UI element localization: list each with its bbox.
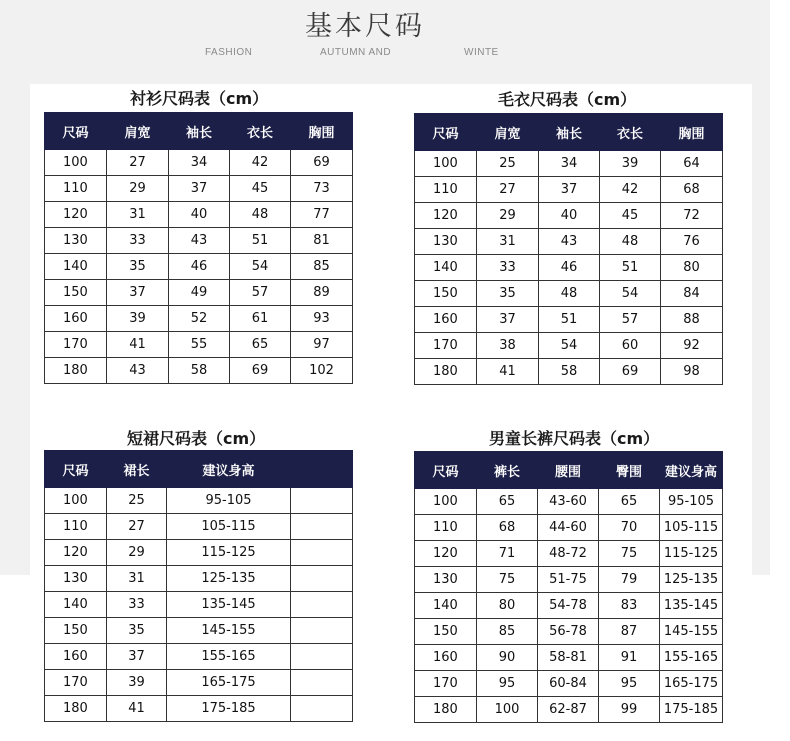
table-cell: 48 xyxy=(600,229,661,255)
table-cell: 80 xyxy=(661,255,723,281)
table-cell: 29 xyxy=(477,203,539,229)
column-header: 衣长 xyxy=(600,114,661,151)
table-row xyxy=(415,255,723,281)
table-row xyxy=(45,540,353,566)
table-cell: 100 xyxy=(415,151,477,177)
table-cell: 160 xyxy=(415,645,477,671)
table-cell: 130 xyxy=(45,566,107,592)
table-cell: 150 xyxy=(45,618,107,644)
table-cell: 33 xyxy=(477,255,539,281)
table-cell: 180 xyxy=(45,358,107,384)
table-cell: 105-115 xyxy=(167,514,291,540)
table-cell: 51-75 xyxy=(538,567,599,593)
table-cell: 62-87 xyxy=(538,697,599,723)
table-cell: 100 xyxy=(45,150,107,176)
table-row xyxy=(45,280,353,306)
column-header: 裙长 xyxy=(107,451,167,488)
table-cell: 61 xyxy=(230,306,291,332)
table-cell: 40 xyxy=(539,203,600,229)
table-cell: 37 xyxy=(539,177,600,203)
table-cell: 125-135 xyxy=(167,566,291,592)
sweater-table-title: 毛衣尺码表（cm） xyxy=(498,90,637,109)
table-cell: 58-81 xyxy=(538,645,599,671)
table-cell: 35 xyxy=(107,618,167,644)
skirt-table-title: 短裙尺码表（cm） xyxy=(127,429,266,448)
table-cell xyxy=(291,670,353,696)
table-cell: 93 xyxy=(291,306,353,332)
table-cell xyxy=(291,488,353,514)
table-cell: 140 xyxy=(45,254,107,280)
header-row xyxy=(415,452,723,489)
column-header: 腰围 xyxy=(538,452,599,489)
table-row xyxy=(45,202,353,228)
table-cell: 39 xyxy=(107,670,167,696)
table-cell: 33 xyxy=(107,592,167,618)
subtitle-fashion: FASHION xyxy=(205,47,253,58)
table-cell: 39 xyxy=(107,306,169,332)
table-cell: 69 xyxy=(600,359,661,385)
column-header: 袖长 xyxy=(539,114,600,151)
table-cell: 64 xyxy=(661,151,723,177)
shirt-size-table xyxy=(44,112,353,384)
column-header: 胸围 xyxy=(661,114,723,151)
table-cell: 57 xyxy=(600,307,661,333)
table-cell: 75 xyxy=(477,567,538,593)
table-cell: 180 xyxy=(415,359,477,385)
header-row xyxy=(45,113,353,150)
table-cell: 31 xyxy=(107,566,167,592)
table-row xyxy=(45,306,353,332)
table-cell: 48 xyxy=(230,202,291,228)
subtitle-autumn: AUTUMN AND xyxy=(320,47,392,58)
table-cell: 79 xyxy=(599,567,660,593)
table-cell: 29 xyxy=(107,176,169,202)
table-cell: 46 xyxy=(539,255,600,281)
table-cell: 140 xyxy=(45,592,107,618)
table-cell: 160 xyxy=(45,306,107,332)
table-cell: 155-165 xyxy=(167,644,291,670)
table-cell: 48 xyxy=(539,281,600,307)
table-cell: 87 xyxy=(599,619,660,645)
table-row xyxy=(415,151,723,177)
table-cell: 42 xyxy=(600,177,661,203)
table-cell: 120 xyxy=(45,540,107,566)
table-cell: 34 xyxy=(169,150,230,176)
table-cell: 170 xyxy=(45,332,107,358)
table-cell: 42 xyxy=(230,150,291,176)
table-cell: 110 xyxy=(45,176,107,202)
table-cell: 31 xyxy=(477,229,539,255)
table-row xyxy=(45,150,353,176)
table-cell: 43 xyxy=(539,229,600,255)
table-cell: 69 xyxy=(291,150,353,176)
table-row xyxy=(415,229,723,255)
table-cell: 41 xyxy=(477,359,539,385)
table-cell: 92 xyxy=(661,333,723,359)
table-row xyxy=(415,177,723,203)
table-row xyxy=(415,281,723,307)
table-cell: 115-125 xyxy=(167,540,291,566)
column-header xyxy=(291,451,353,488)
table-cell: 31 xyxy=(107,202,169,228)
table-cell: 100 xyxy=(45,488,107,514)
table-row xyxy=(45,488,353,514)
table-row xyxy=(415,645,723,671)
table-cell: 84 xyxy=(661,281,723,307)
column-header: 衣长 xyxy=(230,113,291,150)
table-cell: 41 xyxy=(107,332,169,358)
table-cell: 56-78 xyxy=(538,619,599,645)
table-cell: 45 xyxy=(600,203,661,229)
table-cell: 77 xyxy=(291,202,353,228)
table-row xyxy=(45,332,353,358)
table-cell xyxy=(291,696,353,722)
table-row xyxy=(45,592,353,618)
table-cell: 150 xyxy=(415,619,477,645)
table-cell: 39 xyxy=(600,151,661,177)
table-cell: 73 xyxy=(291,176,353,202)
table-cell: 120 xyxy=(415,541,477,567)
table-row xyxy=(45,566,353,592)
table-cell: 72 xyxy=(661,203,723,229)
sweater-size-table xyxy=(414,113,723,385)
table-cell: 75 xyxy=(599,541,660,567)
table-row xyxy=(45,228,353,254)
table-row xyxy=(415,619,723,645)
table-cell: 80 xyxy=(477,593,538,619)
column-header: 胸围 xyxy=(291,113,353,150)
table-cell: 51 xyxy=(230,228,291,254)
table-cell: 69 xyxy=(230,358,291,384)
table-row xyxy=(45,618,353,644)
table-cell: 110 xyxy=(415,515,477,541)
table-cell: 44-60 xyxy=(538,515,599,541)
column-header: 肩宽 xyxy=(107,113,169,150)
table-cell: 165-175 xyxy=(167,670,291,696)
table-cell: 37 xyxy=(107,644,167,670)
table-cell: 140 xyxy=(415,593,477,619)
table-cell: 68 xyxy=(661,177,723,203)
table-cell: 83 xyxy=(599,593,660,619)
table-row xyxy=(415,359,723,385)
table-row xyxy=(415,333,723,359)
table-cell: 105-115 xyxy=(660,515,723,541)
column-header: 尺码 xyxy=(415,114,477,151)
column-header: 尺码 xyxy=(45,451,107,488)
table-row xyxy=(415,203,723,229)
table-row xyxy=(45,176,353,202)
table-cell: 100 xyxy=(477,697,538,723)
table-cell: 57 xyxy=(230,280,291,306)
table-cell: 145-155 xyxy=(660,619,723,645)
header-row xyxy=(45,451,353,488)
table-cell: 130 xyxy=(45,228,107,254)
table-row xyxy=(45,358,353,384)
table-cell: 145-155 xyxy=(167,618,291,644)
column-header: 建议身高 xyxy=(167,451,291,488)
table-cell: 54 xyxy=(230,254,291,280)
table-row xyxy=(45,514,353,540)
table-cell: 95-105 xyxy=(660,489,723,515)
table-cell: 60-84 xyxy=(538,671,599,697)
table-cell: 27 xyxy=(477,177,539,203)
table-cell: 70 xyxy=(599,515,660,541)
table-cell: 110 xyxy=(415,177,477,203)
column-header: 裤长 xyxy=(477,452,538,489)
table-cell: 37 xyxy=(477,307,539,333)
table-row xyxy=(415,541,723,567)
table-cell: 85 xyxy=(477,619,538,645)
table-cell: 49 xyxy=(169,280,230,306)
table-cell: 110 xyxy=(45,514,107,540)
shirt-table-title: 衬衫尺码表（cm） xyxy=(130,89,269,108)
table-cell: 155-165 xyxy=(660,645,723,671)
table-cell: 58 xyxy=(169,358,230,384)
table-cell: 33 xyxy=(107,228,169,254)
table-cell: 43 xyxy=(107,358,169,384)
table-cell: 100 xyxy=(415,489,477,515)
column-header: 尺码 xyxy=(415,452,477,489)
table-cell: 45 xyxy=(230,176,291,202)
table-cell: 55 xyxy=(169,332,230,358)
table-cell: 180 xyxy=(45,696,107,722)
table-cell: 71 xyxy=(477,541,538,567)
table-row xyxy=(415,697,723,723)
table-cell: 98 xyxy=(661,359,723,385)
table-cell: 37 xyxy=(107,280,169,306)
table-cell: 95-105 xyxy=(167,488,291,514)
table-cell: 37 xyxy=(169,176,230,202)
column-header: 袖长 xyxy=(169,113,230,150)
table-cell: 97 xyxy=(291,332,353,358)
table-cell: 180 xyxy=(415,697,477,723)
table-cell: 120 xyxy=(415,203,477,229)
table-row xyxy=(415,567,723,593)
table-cell: 135-145 xyxy=(660,593,723,619)
table-cell: 89 xyxy=(291,280,353,306)
table-cell: 35 xyxy=(477,281,539,307)
table-cell: 150 xyxy=(415,281,477,307)
table-cell: 81 xyxy=(291,228,353,254)
table-cell: 40 xyxy=(169,202,230,228)
table-row xyxy=(45,644,353,670)
table-row xyxy=(415,515,723,541)
table-cell: 43-60 xyxy=(538,489,599,515)
table-row xyxy=(45,254,353,280)
table-cell: 95 xyxy=(477,671,538,697)
table-cell: 25 xyxy=(107,488,167,514)
table-cell: 115-125 xyxy=(660,541,723,567)
table-cell: 27 xyxy=(107,514,167,540)
table-cell: 54-78 xyxy=(538,593,599,619)
column-header: 尺码 xyxy=(45,113,107,150)
table-cell: 160 xyxy=(45,644,107,670)
column-header: 肩宽 xyxy=(477,114,539,151)
table-cell: 170 xyxy=(415,333,477,359)
table-cell: 175-185 xyxy=(660,697,723,723)
table-cell: 48-72 xyxy=(538,541,599,567)
table-cell: 165-175 xyxy=(660,671,723,697)
table-row xyxy=(45,696,353,722)
column-header: 臀围 xyxy=(599,452,660,489)
table-cell: 102 xyxy=(291,358,353,384)
table-cell: 135-145 xyxy=(167,592,291,618)
subtitle-winter: WINTE xyxy=(464,47,499,58)
table-cell: 58 xyxy=(539,359,600,385)
table-row xyxy=(415,489,723,515)
table-cell: 170 xyxy=(45,670,107,696)
table-cell xyxy=(291,592,353,618)
skirt-size-table xyxy=(44,450,353,722)
table-cell: 88 xyxy=(661,307,723,333)
table-cell: 91 xyxy=(599,645,660,671)
boys-pants-size-table xyxy=(414,451,723,723)
table-cell xyxy=(291,618,353,644)
table-cell: 29 xyxy=(107,540,167,566)
table-cell: 43 xyxy=(169,228,230,254)
table-cell: 125-135 xyxy=(660,567,723,593)
table-cell: 175-185 xyxy=(167,696,291,722)
table-cell: 65 xyxy=(599,489,660,515)
table-cell: 54 xyxy=(600,281,661,307)
table-cell: 27 xyxy=(107,150,169,176)
table-row xyxy=(415,593,723,619)
column-header: 建议身高 xyxy=(660,452,723,489)
boys-pants-table-title: 男童长裤尺码表（cm） xyxy=(489,429,660,448)
table-cell: 68 xyxy=(477,515,538,541)
table-cell: 51 xyxy=(600,255,661,281)
table-cell: 160 xyxy=(415,307,477,333)
table-cell: 120 xyxy=(45,202,107,228)
table-cell: 140 xyxy=(415,255,477,281)
table-cell: 52 xyxy=(169,306,230,332)
table-cell: 46 xyxy=(169,254,230,280)
table-cell: 90 xyxy=(477,645,538,671)
table-cell: 170 xyxy=(415,671,477,697)
table-row xyxy=(45,670,353,696)
table-cell: 25 xyxy=(477,151,539,177)
table-cell: 60 xyxy=(600,333,661,359)
table-cell: 130 xyxy=(415,229,477,255)
table-cell: 41 xyxy=(107,696,167,722)
table-cell: 65 xyxy=(230,332,291,358)
table-cell: 95 xyxy=(599,671,660,697)
table-cell: 130 xyxy=(415,567,477,593)
table-row xyxy=(415,307,723,333)
table-cell xyxy=(291,644,353,670)
table-cell: 51 xyxy=(539,307,600,333)
table-cell: 35 xyxy=(107,254,169,280)
table-cell: 38 xyxy=(477,333,539,359)
table-cell: 99 xyxy=(599,697,660,723)
header-row xyxy=(415,114,723,151)
page-title: 基本尺码 xyxy=(305,11,425,42)
table-cell: 65 xyxy=(477,489,538,515)
table-cell xyxy=(291,566,353,592)
table-cell: 34 xyxy=(539,151,600,177)
table-cell: 85 xyxy=(291,254,353,280)
table-cell xyxy=(291,540,353,566)
table-cell xyxy=(291,514,353,540)
table-row xyxy=(415,671,723,697)
table-cell: 54 xyxy=(539,333,600,359)
table-cell: 76 xyxy=(661,229,723,255)
table-cell: 150 xyxy=(45,280,107,306)
